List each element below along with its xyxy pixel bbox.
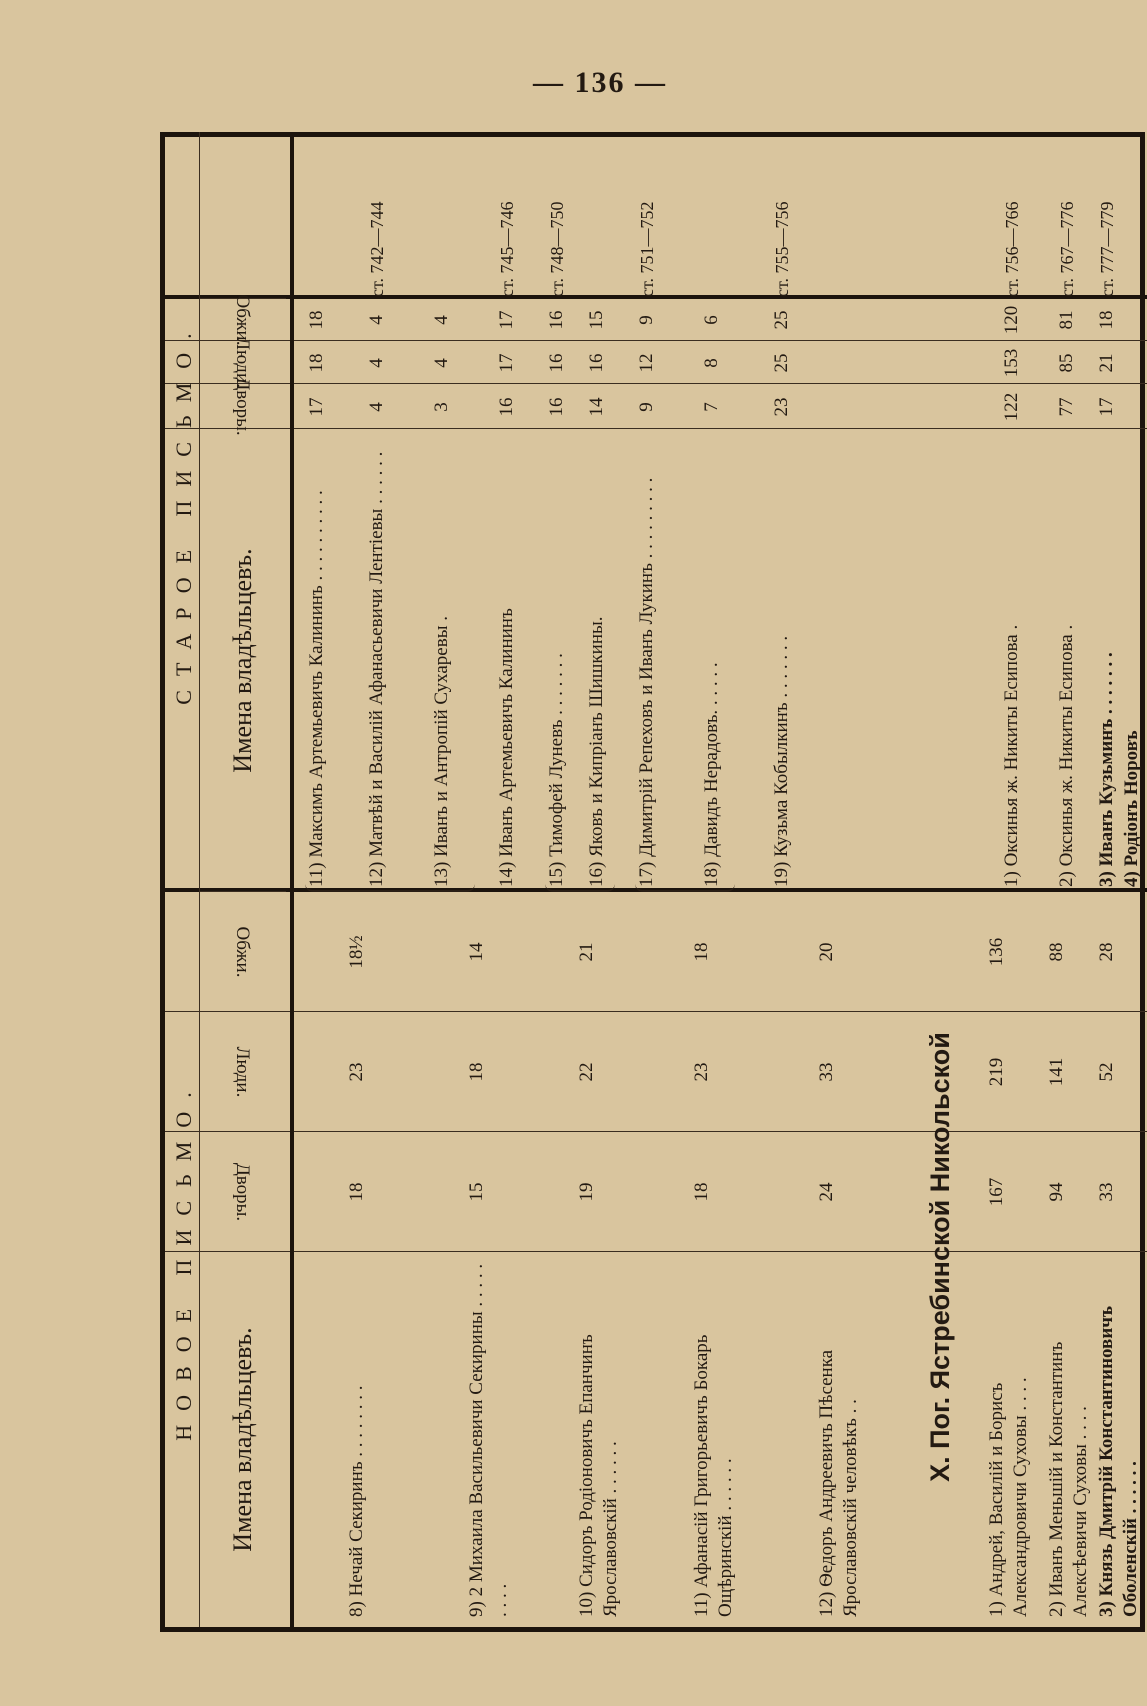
lyudi-value: 23 bbox=[346, 1062, 367, 1082]
dvory-value: 33 bbox=[1096, 1182, 1117, 1202]
obzhi-value: 4 bbox=[431, 315, 452, 325]
new-obzhi-header: Обжи. bbox=[199, 891, 286, 1012]
old-register-title: СТАРОЕ ПИСЬМО. bbox=[169, 132, 200, 892]
owner-name: 17) Димитрій Репеховъ и Иванъ Лукинъ . . . . . . . . . bbox=[636, 477, 657, 887]
dvory-value: 14 bbox=[586, 397, 607, 417]
dvory-value: 9 bbox=[636, 402, 657, 412]
reference: ст. 767—776 bbox=[1057, 201, 1077, 297]
reference: ст. 748—750 bbox=[547, 201, 567, 297]
page-number: — 136 — bbox=[533, 66, 667, 99]
obzhi-value: 18 bbox=[306, 310, 327, 330]
dvory-value: 18 bbox=[346, 1182, 367, 1202]
obzhi-value: 25 bbox=[771, 310, 792, 330]
reference: ст. 777—779 bbox=[1097, 201, 1117, 297]
dvory-value: 17 bbox=[306, 397, 327, 417]
dvory-value: 16 bbox=[546, 397, 567, 417]
obzhi-value: 20 bbox=[816, 942, 837, 962]
obzhi-value: 4 bbox=[366, 315, 387, 325]
owner-name: 9) 2 Михаила Васильевичи Секирины . . . . . . . . . bbox=[466, 1263, 511, 1617]
old-obzhi-header: Обжи. bbox=[199, 298, 286, 341]
dvory-value: 4 bbox=[366, 402, 387, 412]
obzhi-value: 18½ bbox=[346, 935, 367, 969]
lyudi-value: 153 bbox=[1001, 348, 1022, 378]
dvory-value: 17 bbox=[1096, 397, 1117, 417]
lyudi-value: 4 bbox=[431, 358, 452, 368]
dvory-value: 16 bbox=[496, 397, 517, 417]
dvory-value: 18 bbox=[691, 1182, 712, 1202]
owner-name: 16) Яковъ и Кипріанъ Шишкины. bbox=[586, 616, 607, 887]
obzhi-value: 14 bbox=[466, 942, 487, 962]
dvory-value: 122 bbox=[1001, 392, 1022, 422]
dvory-value: 23 bbox=[771, 397, 792, 417]
lyudi-value: 16 bbox=[546, 353, 567, 373]
owner-name: 10) Сидоръ Родіоновичъ Епанчинъ Ярославовскій . . . . . . bbox=[576, 1334, 621, 1617]
section-heading: X. Пог. Ястребинской Никольской bbox=[925, 1032, 955, 1482]
dvory-value: 19 bbox=[576, 1182, 597, 1202]
owner-name: 19) Кузьма Кобылкинъ . . . . . . . bbox=[771, 635, 792, 887]
owner-name: 2) Иванъ Меньшій и Константинъ Алексѣевичи Суховы . . . . bbox=[1046, 1341, 1091, 1617]
lyudi-value: 21 bbox=[1096, 353, 1117, 373]
obzhi-value: 28 bbox=[1096, 942, 1117, 962]
lyudi-value: 33 bbox=[816, 1062, 837, 1082]
owner-name: 18) Давидъ Нерадовъ. . . . . . bbox=[701, 662, 722, 887]
obzhi-value: 15 bbox=[586, 310, 607, 330]
dvory-value: 77 bbox=[1056, 397, 1077, 417]
owner-name: 12) Матвѣй и Василій Афанасьевичи Лентіевы . . . . . . bbox=[366, 451, 387, 887]
owner-name: 13) Иванъ и Антропій Сухаревы . bbox=[431, 616, 452, 887]
new-names-header: Имена владѣльцевъ. bbox=[199, 1251, 286, 1627]
owner-name: 1) Андрей, Василій и Борисъ Александровичи Суховы . . . . bbox=[986, 1377, 1031, 1617]
divider bbox=[165, 1131, 1147, 1132]
new-dvory-header: Дворы. bbox=[199, 1131, 286, 1252]
lyudi-value: 23 bbox=[691, 1062, 712, 1082]
obzhi-value: 16 bbox=[546, 310, 567, 330]
lyudi-value: 18 bbox=[466, 1062, 487, 1082]
owner-name: 2) Оксинья ж. Никиты Есипова . bbox=[1056, 624, 1077, 887]
lyudi-value: 18 bbox=[306, 353, 327, 373]
lyudi-value: 22 bbox=[576, 1062, 597, 1082]
obzhi-value: 9 bbox=[636, 315, 657, 325]
obzhi-value: 6 bbox=[701, 315, 722, 325]
owner-name: 11) Максимъ Артемьевичъ Калининъ . . . . . . . . . . bbox=[306, 490, 327, 887]
old-names-header: Имена владѣльцевъ. bbox=[199, 428, 286, 892]
lyudi-value: 17 bbox=[496, 353, 517, 373]
lyudi-value: 85 bbox=[1056, 353, 1077, 373]
dvory-value: 7 bbox=[701, 402, 722, 412]
lyudi-value: 219 bbox=[986, 1057, 1007, 1087]
reference: ст. 756—766 bbox=[1002, 201, 1022, 297]
owner-name: 8) Нечай Секиринъ . . . . . . . . bbox=[346, 1385, 367, 1617]
owner-name: 3) Князь Дмитрій Константиновичъ Оболенскій . . . . . . bbox=[1096, 1305, 1141, 1617]
obzhi-value: 18 bbox=[691, 942, 712, 962]
owner-name: 3) Иванъ Кузьминъ . . . . . . . bbox=[1096, 652, 1117, 887]
reference: ст. 745—746 bbox=[497, 201, 517, 297]
dvory-value: 3 bbox=[431, 402, 452, 412]
register-table bbox=[160, 132, 1145, 1632]
owner-name: 14) Иванъ Артемьевичъ Калининъ bbox=[496, 608, 517, 887]
obzhi-value: 21 bbox=[576, 942, 597, 962]
reference: ст. 742—744 bbox=[367, 201, 387, 297]
dvory-value: 167 bbox=[986, 1177, 1007, 1207]
obzhi-value: 136 bbox=[986, 937, 1007, 967]
lyudi-value: 52 bbox=[1096, 1062, 1117, 1082]
old-dvory-header: Дворы. bbox=[199, 383, 286, 429]
divider bbox=[165, 1251, 1147, 1252]
obzhi-value: 120 bbox=[1001, 305, 1022, 335]
dvory-value: 94 bbox=[1046, 1182, 1067, 1202]
obzhi-value: 17 bbox=[496, 310, 517, 330]
dvory-value: 15 bbox=[466, 1182, 487, 1202]
obzhi-value: 88 bbox=[1046, 942, 1067, 962]
reference: ст. 755—756 bbox=[772, 201, 792, 297]
brace bbox=[635, 882, 735, 892]
lyudi-value: 8 bbox=[701, 358, 722, 368]
lyudi-value: 4 bbox=[366, 358, 387, 368]
obzhi-value: 18 bbox=[1096, 310, 1117, 330]
obzhi-value: 81 bbox=[1056, 310, 1077, 330]
brace bbox=[545, 882, 615, 892]
lyudi-value: 141 bbox=[1046, 1057, 1067, 1087]
new-register-title: НОВОЕ ПИСЬМО. bbox=[169, 892, 200, 1627]
reference: ст. 751—752 bbox=[637, 201, 657, 297]
lyudi-value: 25 bbox=[771, 353, 792, 373]
table-header bbox=[165, 137, 294, 1627]
owner-name: 4) Родіонъ Норовъ bbox=[1121, 730, 1142, 887]
owner-name: 11) Афанасій Григорьевичъ Бокарь Ощѣринскій . . . . . . bbox=[691, 1334, 736, 1617]
lyudi-value: 16 bbox=[586, 353, 607, 373]
owner-name: 15) Тимофей Луневъ . . . . . . . bbox=[546, 653, 567, 887]
dvory-value: 24 bbox=[816, 1182, 837, 1202]
owner-name: 12) Ѳедоръ Андреевичъ Пѣсенка Ярославовскій человѣкъ . . bbox=[816, 1349, 861, 1617]
lyudi-value: 12 bbox=[636, 353, 657, 373]
brace bbox=[305, 882, 475, 892]
owner-name: 1) Оксинья ж. Никиты Есипова . bbox=[1001, 624, 1022, 887]
new-lyudi-header: Люди. bbox=[199, 1011, 286, 1132]
old-lyudi-header: Люди. bbox=[199, 340, 286, 384]
divider bbox=[165, 1011, 1147, 1012]
